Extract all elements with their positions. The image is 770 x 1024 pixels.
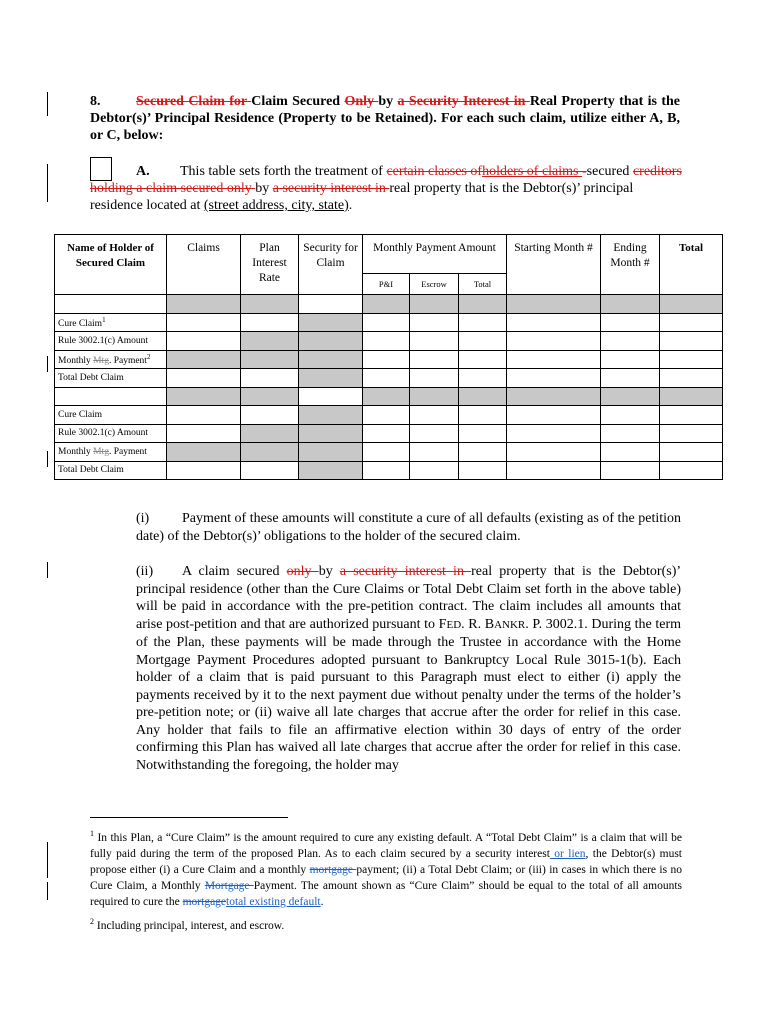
total-cell[interactable] (660, 406, 723, 425)
header-claims: Claims (167, 235, 241, 295)
option-a-paragraph (90, 163, 682, 214)
option-a-label: A. (136, 164, 150, 179)
paragraph-text: secured (586, 164, 633, 179)
footnote-separator (90, 817, 288, 818)
footnote-ref: 2 (146, 352, 151, 361)
claims-cell[interactable] (167, 461, 241, 480)
pi-cell[interactable] (363, 332, 410, 351)
table-row (55, 332, 723, 351)
shaded-cell (167, 295, 241, 314)
holder-cell[interactable] (55, 387, 167, 406)
escrow-cell[interactable] (410, 424, 459, 443)
footnote-number: 2 (90, 917, 94, 926)
change-bar (47, 92, 48, 116)
end-cell[interactable] (601, 369, 660, 388)
rule-cite: ED (446, 618, 462, 631)
rate-cell[interactable] (241, 313, 299, 332)
change-bar (47, 562, 48, 578)
change-bar (47, 356, 48, 372)
row-label (55, 350, 167, 369)
paragraph-label: (ii) (136, 564, 154, 579)
shaded-cell (167, 443, 241, 462)
holder-cell[interactable] (55, 295, 167, 314)
shaded-cell (241, 350, 299, 369)
shaded-cell (167, 350, 241, 369)
escrow-cell[interactable] (410, 461, 459, 480)
change-bar (47, 164, 48, 202)
rate-cell[interactable] (241, 406, 299, 425)
footnote-text: . (320, 895, 324, 908)
total-cell[interactable] (660, 369, 723, 388)
row-label-text: Monthly (58, 446, 94, 457)
heading-text: Claim Secured (251, 94, 345, 109)
deleted-text: mortgage (182, 895, 227, 908)
header-end: Ending Month # (601, 235, 660, 295)
header-total: Total (660, 235, 723, 295)
deleted-text: Secured Claim for (136, 94, 252, 109)
shaded-cell (299, 313, 363, 332)
total-cell[interactable] (660, 424, 723, 443)
table-row (55, 461, 723, 480)
paragraph-text: real property that is the Debtor(s)’ principal residence (other than the Cure Claims or Total Debt Claim set forth in the above table) will be paid in accordance with the pre-petition contract. The claim includes all amounts that arise post-petition and that are authorized pursuant to (136, 564, 682, 632)
deleted-text: - (582, 164, 587, 179)
footnote-text: Payment. The amount shown as “Cure Claim” should be equal to the total of all amounts required to cure the (90, 879, 682, 908)
shaded-cell (299, 461, 363, 480)
total-sub-cell[interactable] (459, 443, 507, 462)
paragraph-text: . (348, 198, 353, 213)
row-label: Total Debt Claim (55, 461, 167, 480)
total-cell[interactable] (660, 461, 723, 480)
inserted-text: holders of claims (482, 164, 582, 179)
table-row (55, 295, 723, 314)
total-sub-cell[interactable] (459, 424, 507, 443)
security-cell[interactable] (299, 295, 363, 314)
total-sub-cell[interactable] (459, 406, 507, 425)
row-label: Total Debt Claim (55, 369, 167, 388)
pi-cell[interactable] (363, 406, 410, 425)
shaded-cell (459, 387, 507, 406)
table-header-row (55, 235, 723, 274)
escrow-cell[interactable] (410, 332, 459, 351)
rule-cite: F (438, 616, 447, 632)
pi-cell[interactable] (363, 443, 410, 462)
row-label-text: Cure Claim (58, 318, 103, 329)
shaded-cell (507, 295, 601, 314)
table-row (55, 369, 723, 388)
change-bar (47, 451, 48, 467)
footnote-ref: 1 (102, 315, 106, 324)
paragraph-label: (i) (136, 511, 150, 526)
header-escrow: Escrow (410, 274, 459, 295)
total-sub-cell[interactable] (459, 350, 507, 369)
rule-cite: . R. B (461, 616, 495, 632)
paragraph-text: by (255, 181, 273, 196)
total-sub-cell[interactable] (459, 332, 507, 351)
end-cell[interactable] (601, 461, 660, 480)
shaded-cell (299, 369, 363, 388)
section-8-heading (90, 93, 680, 144)
escrow-cell[interactable] (410, 313, 459, 332)
shaded-cell (410, 387, 459, 406)
address-placeholder[interactable]: (street address, city, state) (203, 198, 349, 213)
deleted-text: Mortgage (204, 879, 254, 892)
escrow-cell[interactable] (410, 443, 459, 462)
pi-cell[interactable] (363, 313, 410, 332)
claims-cell[interactable] (167, 332, 241, 351)
footnote-text: payment; (ii) a Total Debt Claim; or (iii) in cases in which there is no Cure Claim, a Monthly (90, 863, 682, 892)
end-cell[interactable] (601, 332, 660, 351)
footnote-text: , the Debtor(s) must propose either (i) a Cure Claim and a monthly (90, 847, 682, 876)
heading-text: Real Property that is the Debtor(s)’ Principal Residence (Property to be Retained). For each such claim, utilize either A, B, or C, below: (90, 94, 680, 143)
header-total-sub: Total (459, 274, 507, 295)
row-label-text: . Payment (108, 355, 147, 366)
shaded-cell (241, 424, 299, 443)
claims-cell[interactable] (167, 369, 241, 388)
shaded-cell (601, 387, 660, 406)
row-label (55, 313, 167, 332)
paragraph-text: by (318, 564, 340, 579)
total-cell[interactable] (660, 443, 723, 462)
table-row (55, 424, 723, 443)
secured-claims-table (54, 234, 723, 480)
header-rate: Plan Interest Rate (241, 235, 299, 295)
paragraph-i (136, 510, 681, 545)
start-cell[interactable] (507, 443, 601, 462)
table-row (55, 350, 723, 369)
shaded-cell (660, 295, 723, 314)
start-cell[interactable] (507, 369, 601, 388)
start-cell[interactable] (507, 350, 601, 369)
shaded-cell (299, 332, 363, 351)
rate-cell[interactable] (241, 461, 299, 480)
shaded-cell (363, 387, 410, 406)
end-cell[interactable] (601, 443, 660, 462)
deleted-text: certain classes of (386, 164, 483, 179)
shaded-cell (299, 350, 363, 369)
start-cell[interactable] (507, 332, 601, 351)
start-cell[interactable] (507, 313, 601, 332)
claims-cell[interactable] (167, 424, 241, 443)
shaded-cell (660, 387, 723, 406)
inserted-text: or lien (549, 847, 586, 860)
security-cell[interactable] (299, 387, 363, 406)
deleted-text: Only (344, 94, 379, 109)
shaded-cell (601, 295, 660, 314)
header-monthly: Monthly Payment Amount (363, 235, 507, 274)
pi-cell[interactable] (363, 369, 410, 388)
footnote-text: Including principal, interest, and escrow. (94, 919, 285, 932)
paragraph-text: A claim secured (182, 564, 287, 579)
row-label-text: . Payment (108, 446, 147, 457)
paragraph-text: This table sets forth the treatment of (180, 164, 387, 179)
end-cell[interactable] (601, 350, 660, 369)
shaded-cell (363, 295, 410, 314)
row-label: Cure Claim (55, 406, 167, 425)
deleted-text: mortgage (309, 863, 357, 876)
shaded-cell (299, 443, 363, 462)
deleted-text: only (286, 564, 319, 579)
claims-cell[interactable] (167, 406, 241, 425)
pi-cell[interactable] (363, 424, 410, 443)
total-cell[interactable] (660, 350, 723, 369)
row-label: Rule 3002.1(c) Amount (55, 332, 167, 351)
shaded-cell (241, 387, 299, 406)
shaded-cell (241, 295, 299, 314)
total-cell[interactable] (660, 332, 723, 351)
escrow-cell[interactable] (410, 406, 459, 425)
row-label (55, 443, 167, 462)
start-cell[interactable] (507, 406, 601, 425)
end-cell[interactable] (601, 406, 660, 425)
deleted-text: a Security Interest in (397, 94, 530, 109)
deleted-text: Mtg (93, 355, 109, 366)
header-start: Starting Month # (507, 235, 601, 295)
start-cell[interactable] (507, 424, 601, 443)
inserted-text: total existing default (226, 895, 321, 908)
table-row (55, 313, 723, 332)
row-label-text: Monthly (58, 355, 94, 366)
escrow-cell[interactable] (410, 350, 459, 369)
change-bar (47, 842, 48, 878)
deleted-text: creditors holding a claim secured only (90, 164, 682, 196)
escrow-cell[interactable] (410, 369, 459, 388)
shaded-cell (241, 443, 299, 462)
footnote-text: In this Plan, a “Cure Claim” is the amount required to cure any existing default. A “Total Debt Claim” is a claim that will be fully paid during the term of the proposed Plan. As to each claim secured by a security interest (90, 831, 682, 860)
header-holder: Name of Holder of Secured Claim (55, 235, 167, 295)
footnote-1 (90, 826, 682, 910)
pi-cell[interactable] (363, 350, 410, 369)
deleted-text: a security interest in (272, 181, 390, 196)
table-row (55, 406, 723, 425)
shaded-cell (299, 424, 363, 443)
row-label: Rule 3002.1(c) Amount (55, 424, 167, 443)
start-cell[interactable] (507, 461, 601, 480)
paragraph-text: real property that is the Debtor(s)’ principal residence located at (90, 181, 634, 213)
change-bar (47, 882, 48, 900)
claims-cell[interactable] (167, 313, 241, 332)
paragraph-text: . P. 3002.1. During the term of the Plan, these payments will be made through the Trustee in accordance with the Home Mortgage Payment Procedures adopted pursuant to Bankruptcy Local Rule 3015-1(b). Each holder of a claim that is paid pursuant to this Paragraph must elect to either (i) apply the payments received by it to the next payment due without penalty under the terms of the holder’s pre-petition note; or (ii) waive all late charges that accrue after the order for relief in this case. Any holder that fails to file an affirmative election within 30 days of entry of the order confirming this Plan has waived all late charges that accrue after the order for relief in this case. Notwithstanding the foregoing, the holder may (136, 616, 681, 773)
deleted-text: a security interest in (339, 564, 472, 579)
shaded-cell (507, 387, 601, 406)
footnote-2 (90, 914, 682, 934)
deleted-text: Mtg (93, 446, 109, 457)
shaded-cell (167, 387, 241, 406)
total-sub-cell[interactable] (459, 461, 507, 480)
header-security: Security for Claim (299, 235, 363, 295)
end-cell[interactable] (601, 424, 660, 443)
paragraph-ii (136, 563, 681, 774)
total-sub-cell[interactable] (459, 369, 507, 388)
paragraph-text: Payment of these amounts will constitute a cure of all defaults (existing as of the petition date) of the Debtor(s)’ obligations to the holder of the secured claim. (136, 511, 681, 544)
section-number: 8. (90, 94, 101, 109)
rule-cite: ANKR (494, 618, 526, 631)
end-cell[interactable] (601, 313, 660, 332)
table-row (55, 443, 723, 462)
shaded-cell (410, 295, 459, 314)
table-row (55, 387, 723, 406)
total-sub-cell[interactable] (459, 313, 507, 332)
shaded-cell (299, 406, 363, 425)
total-cell[interactable] (660, 313, 723, 332)
header-pi: P&I (363, 274, 410, 295)
heading-text: by (378, 94, 398, 109)
rate-cell[interactable] (241, 369, 299, 388)
shaded-cell (459, 295, 507, 314)
pi-cell[interactable] (363, 461, 410, 480)
footnote-number: 1 (90, 829, 94, 838)
shaded-cell (241, 332, 299, 351)
